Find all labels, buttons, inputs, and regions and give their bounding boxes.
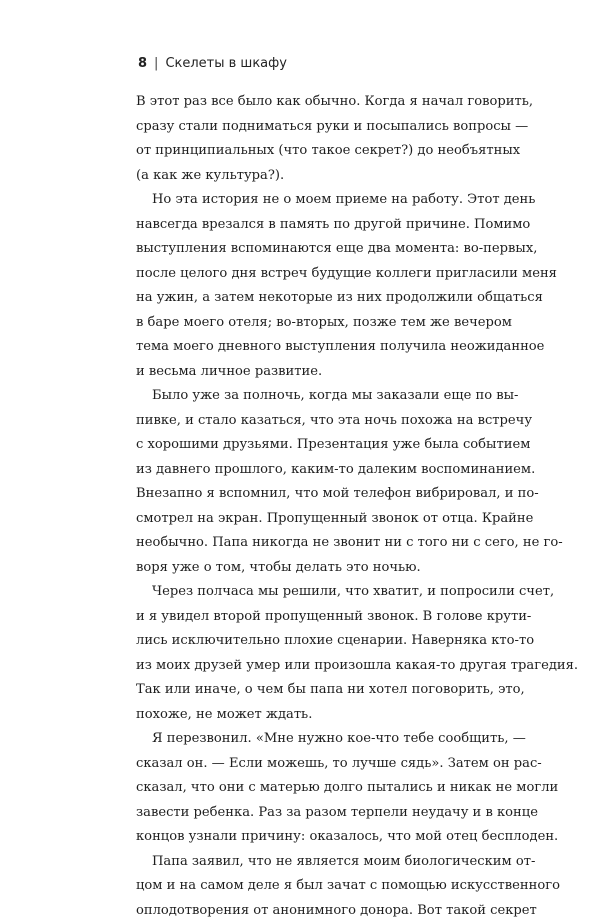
text-line: цом и на самом деле я был зачат с помощью искусственного: [136, 874, 485, 899]
book-title: Скелеты в шкафу: [165, 56, 287, 71]
text-line: Я перезвонил. «Мне нужно кое-что тебе сообщить, —: [136, 727, 485, 752]
text-line: и весьма личное развитие.: [136, 360, 485, 385]
text-line: с хорошими друзьями. Презентация уже была событием: [136, 433, 485, 458]
text-line: Но эта история не о моем приеме на работу. Этот день: [136, 188, 485, 213]
text-line: из давнего прошлого, каким-то далеким воспоминанием.: [136, 458, 485, 483]
text-line: завести ребенка. Раз за разом терпели неудачу и в конце: [136, 801, 485, 826]
text-line: пивке, и стало казаться, что эта ночь похожа на встречу: [136, 409, 485, 434]
paragraph: [136, 727, 485, 850]
text-line: сказал, что они с матерью долго пытались и никак не могли: [136, 776, 485, 801]
text-line: на ужин, а затем некоторые из них продолжили общаться: [136, 286, 485, 311]
header-separator: |: [154, 56, 158, 72]
text-line: сразу стали подниматься руки и посыпались вопросы —: [136, 115, 485, 140]
text-line: необычно. Папа никогда не звонит ни с того ни с сего, не го-: [136, 531, 485, 556]
paragraph: [136, 384, 485, 580]
text-line: сказал он. — Если можешь, то лучше сядь». Затем он рас-: [136, 752, 485, 777]
text-line: после целого дня встреч будущие коллеги пригласили меня: [136, 262, 485, 287]
text-line: Через полчаса мы решили, что хватит, и попросили счет,: [136, 580, 485, 605]
paragraph: [136, 90, 485, 188]
text-line: похоже, не может ждать.: [136, 703, 485, 728]
paragraph: [136, 188, 485, 384]
text-line: Так или иначе, о чем бы папа ни хотел поговорить, это,: [136, 678, 485, 703]
text-line: лись исключительно плохие сценарии. Наверняка кто-то: [136, 629, 485, 654]
text-line: (а как же культура?).: [136, 164, 485, 189]
text-line: Было уже за полночь, когда мы заказали еще по вы-: [136, 384, 485, 409]
text-line: от принципиальных (что такое секрет?) до необъятных: [136, 139, 485, 164]
text-line: в баре моего отеля; во-вторых, позже тем же вечером: [136, 311, 485, 336]
text-line: смотрел на экран. Пропущенный звонок от отца. Крайне: [136, 507, 485, 532]
paragraph: [136, 850, 485, 923]
page-number: 8: [138, 56, 147, 71]
paragraph: [136, 580, 485, 727]
running-header: [138, 56, 287, 72]
text-line: навсегда врезался в память по другой причине. Помимо: [136, 213, 485, 238]
text-line: В этот раз все было как обычно. Когда я начал говорить,: [136, 90, 485, 115]
body-text: [136, 90, 485, 923]
text-line: концов узнали причину: оказалось, что мой отец бесплоден.: [136, 825, 485, 850]
text-line: воря уже о том, чтобы делать это ночью.: [136, 556, 485, 581]
text-line: и я увидел второй пропущенный звонок. В голове крути-: [136, 605, 485, 630]
text-line: Внезапно я вспомнил, что мой телефон вибрировал, и по-: [136, 482, 485, 507]
text-line: тема моего дневного выступления получила неожиданное: [136, 335, 485, 360]
text-line: выступления вспоминаются еще два момента: во-первых,: [136, 237, 485, 262]
text-line: из моих друзей умер или произошла какая-то другая трагедия.: [136, 654, 485, 679]
text-line: оплодотворения от анонимного донора. Вот такой секрет: [136, 899, 485, 923]
text-line: Папа заявил, что не является моим биологическим от-: [136, 850, 485, 875]
